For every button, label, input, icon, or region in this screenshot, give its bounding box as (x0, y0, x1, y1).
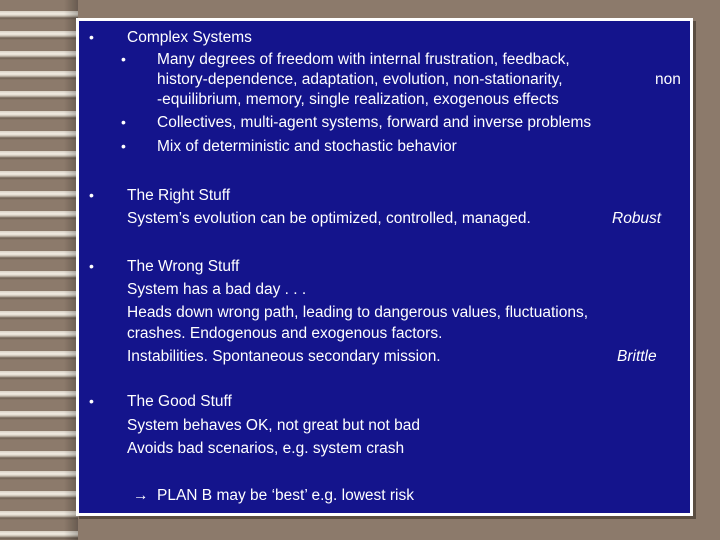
right-stuff-line-1: System’s evolution can be optimized, controlled, managed. (127, 210, 531, 227)
wrong-stuff-line-3: crashes. Endogenous and exogenous factors. (127, 325, 443, 342)
tag-robust: Robust (612, 210, 662, 227)
heading-wrong-stuff: The Wrong Stuff (127, 258, 240, 275)
plan-b-line: PLAN B may be ‘best’ e.g. lowest risk (157, 487, 414, 504)
complex-line-2: history-dependence, adaptation, evolution, non-stationarity, (157, 71, 563, 88)
good-stuff-line-1: System behaves OK, not great but not bad (127, 417, 420, 434)
spiral-binding (0, 0, 78, 540)
sub-bullet-2: • (121, 114, 126, 130)
heading-good-stuff: The Good Stuff (127, 393, 232, 410)
slide-panel (76, 18, 693, 516)
bullet-right-stuff: • (89, 187, 94, 203)
sub-bullet-3: • (121, 138, 126, 154)
complex-line-2-end: non (655, 71, 681, 88)
complex-line-3: -equilibrium, memory, single realization, exogenous effects (157, 91, 559, 108)
slide-content (79, 21, 690, 513)
good-stuff-line-2: Avoids bad scenarios, e.g. system crash (127, 440, 405, 457)
bullet-wrong-stuff: • (89, 258, 94, 274)
heading-complex-systems: Complex Systems (127, 29, 252, 46)
sub-bullet-1: • (121, 51, 126, 67)
complex-line-5: Mix of deterministic and stochastic behavior (157, 138, 457, 155)
arrow-right-icon: → (133, 487, 149, 504)
complex-line-4: Collectives, multi-agent systems, forward and inverse problems (157, 114, 592, 131)
wrong-stuff-line-4: Instabilities. Spontaneous secondary mission. (127, 348, 441, 365)
heading-right-stuff: The Right Stuff (127, 187, 231, 204)
bullet-good-stuff: • (89, 393, 94, 409)
wrong-stuff-line-1: System has a bad day . . . (127, 281, 307, 298)
tag-brittle: Brittle (617, 348, 657, 365)
complex-line-1: Many degrees of freedom with internal frustration, feedback, (157, 51, 570, 68)
bullet-complex-systems: • (89, 29, 94, 45)
wrong-stuff-line-2: Heads down wrong path, leading to dangerous values, fluctuations, (127, 304, 588, 321)
